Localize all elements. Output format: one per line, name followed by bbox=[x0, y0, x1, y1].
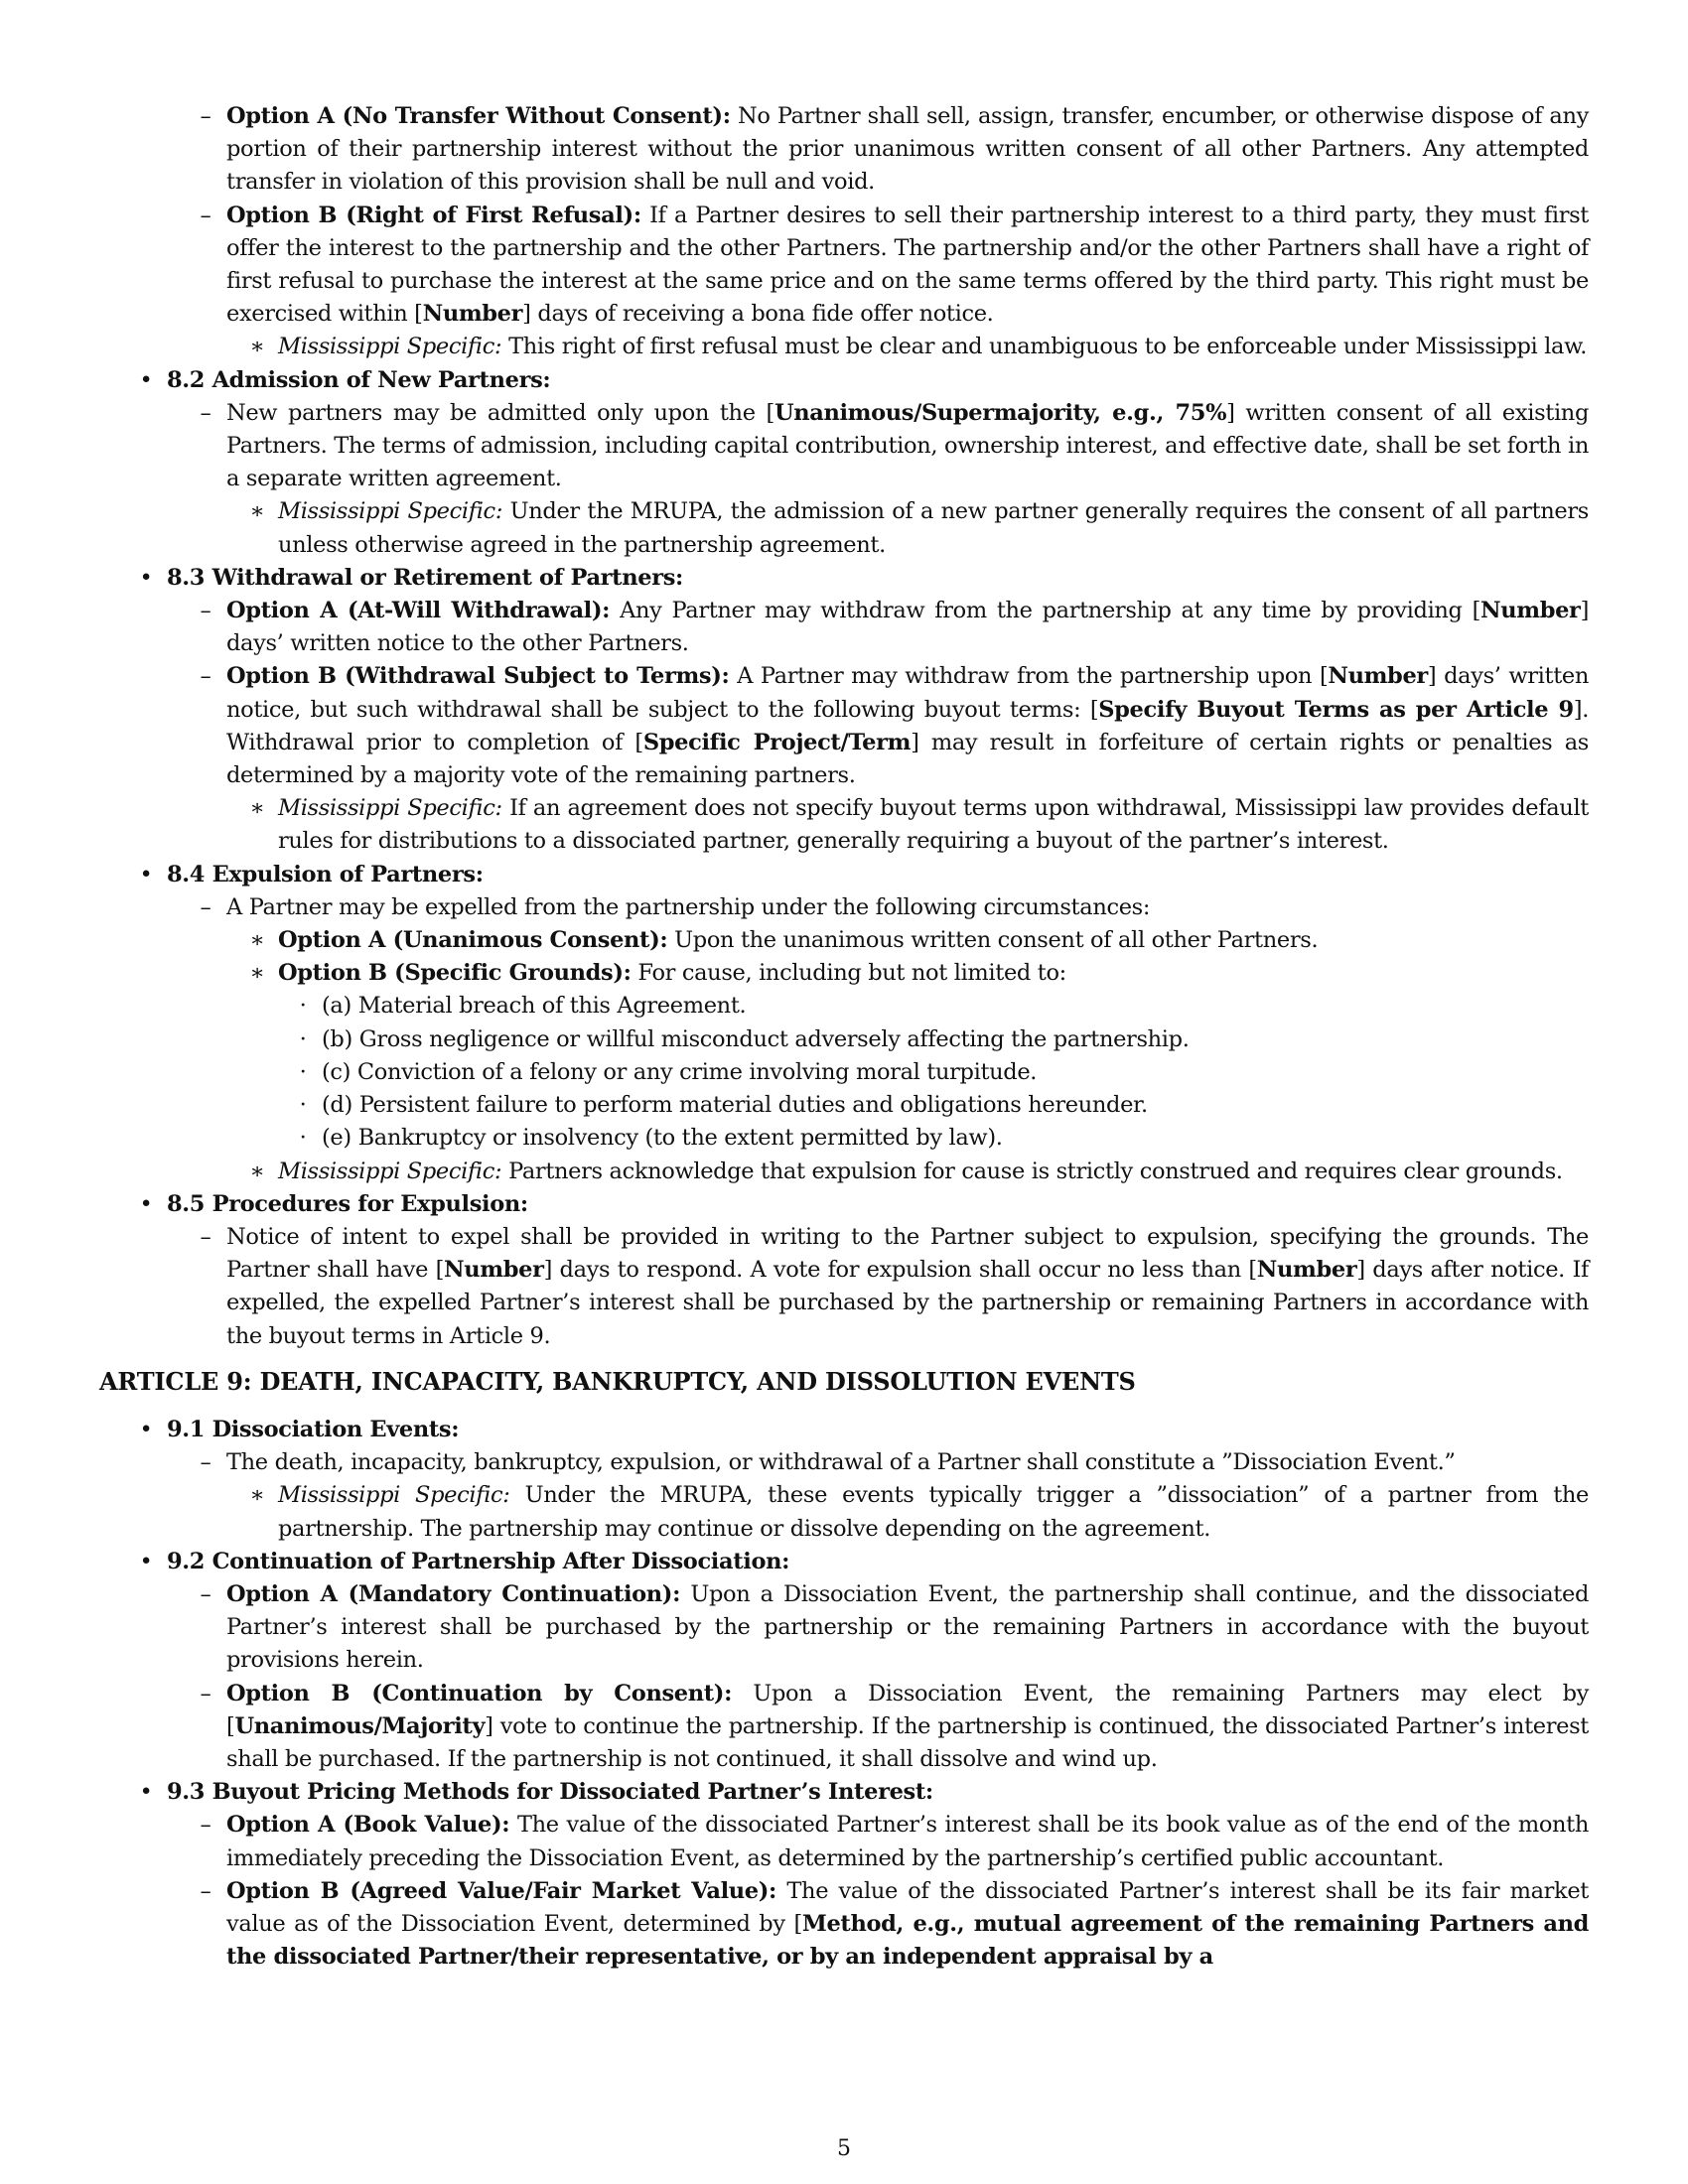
section-title: 8.5 Procedures for Expulsion: bbox=[167, 1190, 528, 1217]
placeholder: Specific Project/Term bbox=[642, 729, 912, 755]
option-label: Option A (Mandatory Continuation): bbox=[226, 1580, 681, 1607]
list-item bbox=[99, 1578, 1589, 1678]
list-item bbox=[99, 397, 1589, 496]
dot-marker: · bbox=[299, 1058, 307, 1085]
note-label: Mississippi Specific: bbox=[278, 1482, 510, 1509]
note-item bbox=[99, 331, 1589, 363]
star-marker: ∗ bbox=[249, 960, 265, 987]
item-text: Any Partner may withdraw from the partnership at any time by providing [ bbox=[610, 598, 1481, 624]
grounds-item bbox=[99, 1056, 1589, 1089]
note-item bbox=[99, 495, 1589, 561]
item-text: ] days after notice. If expelled, the expelled Partner’s interest shall be purchased by the partnership or remaining Partners in accordance with the buyout terms in Article 9. bbox=[226, 1257, 1590, 1349]
option-label: Option B (Continuation by Consent): bbox=[226, 1680, 733, 1706]
section-heading bbox=[99, 1546, 1589, 1578]
option-label: Option B (Agreed Value/Fair Market Value): bbox=[226, 1877, 777, 1904]
dash-marker: – bbox=[200, 1223, 211, 1250]
grounds-item bbox=[99, 1089, 1589, 1122]
list-item bbox=[99, 1875, 1589, 1975]
item-text: Upon the unanimous written consent of all other Partners. bbox=[667, 927, 1319, 954]
star-marker: ∗ bbox=[249, 795, 265, 822]
item-text: ]. Withdrawal prior to completion of [ bbox=[226, 696, 1589, 755]
section-title: 9.2 Continuation of Partnership After Dissociation: bbox=[167, 1548, 790, 1574]
star-marker: ∗ bbox=[249, 927, 265, 954]
note-text: This right of first refusal must be clear and unambiguous to be enforceable under Mississippi law. bbox=[501, 334, 1588, 360]
option-label: Option B (Right of First Refusal): bbox=[226, 202, 641, 228]
list-item bbox=[99, 1221, 1589, 1353]
item-text: The death, incapacity, bankruptcy, expulsion, or withdrawal of a Partner shall constitute a ”Dissociation Event.” bbox=[226, 1449, 1456, 1476]
list-item bbox=[99, 891, 1589, 924]
grounds-text: (e) Bankruptcy or insolvency (to the extent permitted by law). bbox=[322, 1125, 1003, 1152]
dot-marker: · bbox=[299, 1125, 307, 1152]
dash-marker: – bbox=[200, 202, 211, 228]
dash-marker: – bbox=[200, 1680, 211, 1706]
option-label: Option A (Book Value): bbox=[226, 1812, 510, 1839]
dash-marker: – bbox=[200, 103, 211, 129]
item-text: ] days to respond. A vote for expulsion shall occur no less than [ bbox=[543, 1257, 1257, 1284]
item-text: ] days of receiving a bona fide offer notice. bbox=[522, 301, 994, 328]
page-number: 5 bbox=[837, 2136, 851, 2161]
list-item bbox=[99, 924, 1589, 957]
section-title: 9.1 Dissociation Events: bbox=[167, 1416, 460, 1442]
list-item bbox=[99, 100, 1589, 200]
dash-marker: – bbox=[200, 399, 211, 426]
placeholder: Unanimous/Supermajority, e.g., 75% bbox=[774, 399, 1227, 426]
note-text: Partners acknowledge that expulsion for cause is strictly construed and requires clear grounds. bbox=[501, 1158, 1563, 1184]
section-heading bbox=[99, 1188, 1589, 1221]
bullet-marker: • bbox=[139, 1548, 153, 1574]
star-marker: ∗ bbox=[249, 334, 265, 360]
list-item bbox=[99, 1809, 1589, 1874]
dot-marker: · bbox=[299, 1025, 307, 1052]
section-heading bbox=[99, 562, 1589, 595]
list-item bbox=[99, 660, 1589, 792]
list-item bbox=[99, 1678, 1589, 1777]
section-heading bbox=[99, 1414, 1589, 1446]
grounds-item bbox=[99, 1122, 1589, 1155]
dash-marker: – bbox=[200, 1877, 211, 1904]
list-item bbox=[99, 200, 1589, 332]
option-label: Option A (At-Will Withdrawal): bbox=[226, 598, 611, 624]
placeholder: Unanimous/Majority bbox=[234, 1712, 486, 1739]
item-text: The value of the dissociated Partner’s interest shall be its fair market value as of the Dissociation Event, determined by [ bbox=[226, 1877, 1589, 1937]
section-heading bbox=[99, 1776, 1589, 1809]
section-title: 8.4 Expulsion of Partners: bbox=[167, 861, 484, 887]
bullet-marker: • bbox=[139, 1779, 153, 1806]
item-text: New partners may be admitted only upon the [ bbox=[226, 399, 774, 426]
bullet-marker: • bbox=[139, 366, 153, 393]
bullet-marker: • bbox=[139, 1190, 153, 1217]
dash-marker: – bbox=[200, 598, 211, 624]
placeholder: Specify Buyout Terms as per Article 9 bbox=[1098, 696, 1574, 723]
dash-marker: – bbox=[200, 663, 211, 690]
item-text: ] days’ written notice to the other Partners. bbox=[226, 598, 1589, 657]
note-item bbox=[99, 792, 1589, 858]
option-label: Option A (No Transfer Without Consent): bbox=[226, 103, 731, 129]
star-marker: ∗ bbox=[249, 1482, 265, 1509]
dash-marker: – bbox=[200, 893, 211, 920]
grounds-text: (b) Gross negligence or willful misconduct adversely affecting the partnership. bbox=[322, 1025, 1190, 1052]
document-body bbox=[99, 100, 1589, 1974]
item-text: Upon a Dissociation Event, the remaining Partners may elect by [ bbox=[226, 1680, 1590, 1739]
item-text: ] written consent of all existing Partners. The terms of admission, including capital contribution, ownership interest, and effective date, shall be set forth in a separate written agreement. bbox=[226, 399, 1590, 492]
bullet-marker: • bbox=[139, 564, 153, 591]
item-text: The value of the dissociated Partner’s interest shall be its book value as of the end of the month immediately preceding the Dissociation Event, as determined by the partnership’s certified public accountant. bbox=[226, 1812, 1590, 1871]
dash-marker: – bbox=[200, 1812, 211, 1839]
item-text: For cause, including but not limited to: bbox=[631, 960, 1066, 987]
placeholder: Number bbox=[422, 301, 523, 328]
note-text: Under the MRUPA, these events typically trigger a ”dissociation” of a partner from the partnership. The partnership may continue or dissolve depending on the agreement. bbox=[278, 1482, 1589, 1542]
placeholder: Number bbox=[1480, 598, 1581, 624]
note-label: Mississippi Specific: bbox=[278, 498, 503, 525]
item-text: If a Partner desires to sell their partnership interest to a third party, they must first offer the interest to the partnership and the other Partners. The partnership and/or the other Partners shall have a right of first refusal to purchase the interest at the same price and on the same terms offered by the third party. This right must be exercised within [ bbox=[226, 202, 1589, 328]
option-label: Option B (Specific Grounds): bbox=[278, 960, 632, 987]
placeholder: Number bbox=[1256, 1257, 1357, 1284]
grounds-item bbox=[99, 1024, 1589, 1056]
option-label: Option A (Unanimous Consent): bbox=[278, 927, 668, 954]
article-heading: ARTICLE 9: DEATH, INCAPACITY, BANKRUPTCY, AND DISSOLUTION EVENTS bbox=[99, 1366, 1136, 1396]
grounds-text: (c) Conviction of a felony or any crime involving moral turpitude. bbox=[322, 1058, 1038, 1085]
dash-marker: – bbox=[200, 1580, 211, 1607]
note-label: Mississippi Specific: bbox=[278, 1158, 502, 1184]
item-text: Notice of intent to expel shall be provided in writing to the Partner subject to expulsion, specifying the grounds. The Partner shall have [ bbox=[226, 1223, 1589, 1284]
placeholder: Method, e.g., mutual agreement of the remaining Partners and the dissociated Partner/their representative, or by an independent appraisal by a bbox=[226, 1910, 1589, 1971]
section-title: 8.2 Admission of New Partners: bbox=[167, 366, 551, 393]
grounds-item bbox=[99, 990, 1589, 1023]
list-item bbox=[99, 1446, 1589, 1479]
star-marker: ∗ bbox=[249, 498, 265, 525]
dot-marker: · bbox=[299, 993, 307, 1020]
option-label: Option B (Withdrawal Subject to Terms): bbox=[226, 663, 730, 690]
grounds-text: (d) Persistent failure to perform material duties and obligations hereunder. bbox=[322, 1092, 1148, 1119]
placeholder: Number bbox=[444, 1257, 544, 1284]
section-heading bbox=[99, 859, 1589, 891]
star-marker: ∗ bbox=[249, 1158, 265, 1184]
note-item bbox=[99, 1479, 1589, 1545]
grounds-text: (a) Material breach of this Agreement. bbox=[322, 993, 747, 1020]
note-text: If an agreement does not specify buyout terms upon withdrawal, Mississippi law provides default rules for distributions to a dissociated partner, generally requiring a buyout of the partner’s interest. bbox=[278, 795, 1589, 855]
note-text: Under the MRUPA, the admission of a new partner generally requires the consent of all partners unless otherwise agreed in the partnership agreement. bbox=[278, 498, 1589, 558]
note-item bbox=[99, 1156, 1589, 1188]
section-title: 9.3 Buyout Pricing Methods for Dissociated Partner’s Interest: bbox=[167, 1779, 933, 1806]
item-text: A Partner may withdraw from the partnership upon [ bbox=[729, 663, 1329, 690]
list-item bbox=[99, 595, 1589, 660]
dot-marker: · bbox=[299, 1092, 307, 1119]
bullet-marker: • bbox=[139, 861, 153, 887]
dash-marker: – bbox=[200, 1449, 211, 1476]
item-text: ] days’ written notice, but such withdrawal shall be subject to the following buyout terms: [ bbox=[226, 663, 1589, 723]
note-label: Mississippi Specific: bbox=[278, 334, 502, 360]
placeholder: Number bbox=[1328, 663, 1428, 690]
note-label: Mississippi Specific: bbox=[278, 795, 502, 822]
section-title: 8.3 Withdrawal or Retirement of Partners: bbox=[167, 564, 683, 591]
section-heading bbox=[99, 364, 1589, 397]
item-text: No Partner shall sell, assign, transfer, encumber, or otherwise dispose of any portion of their partnership interest without the prior unanimous written consent of all other Partners. Any attempted transfer in violation of this provision shall be null and void. bbox=[226, 103, 1589, 196]
item-text: Upon a Dissociation Event, the partnership shall continue, and the dissociated Partner’s interest shall be purchased by the partnership or the remaining Partners in accordance with the buyout provisions herein. bbox=[226, 1580, 1590, 1674]
item-text: A Partner may be expelled from the partnership under the following circumstances: bbox=[226, 893, 1151, 920]
item-text: ] vote to continue the partnership. If the partnership is continued, the dissociated Partner’s interest shall be purchased. If the partnership is not continued, it shall dissolve and wind up. bbox=[226, 1712, 1589, 1772]
item-text: ] may result in forfeiture of certain rights or penalties as determined by a majority vote of the remaining partners. bbox=[226, 729, 1589, 789]
bullet-marker: • bbox=[139, 1416, 153, 1442]
list-item bbox=[99, 957, 1589, 990]
